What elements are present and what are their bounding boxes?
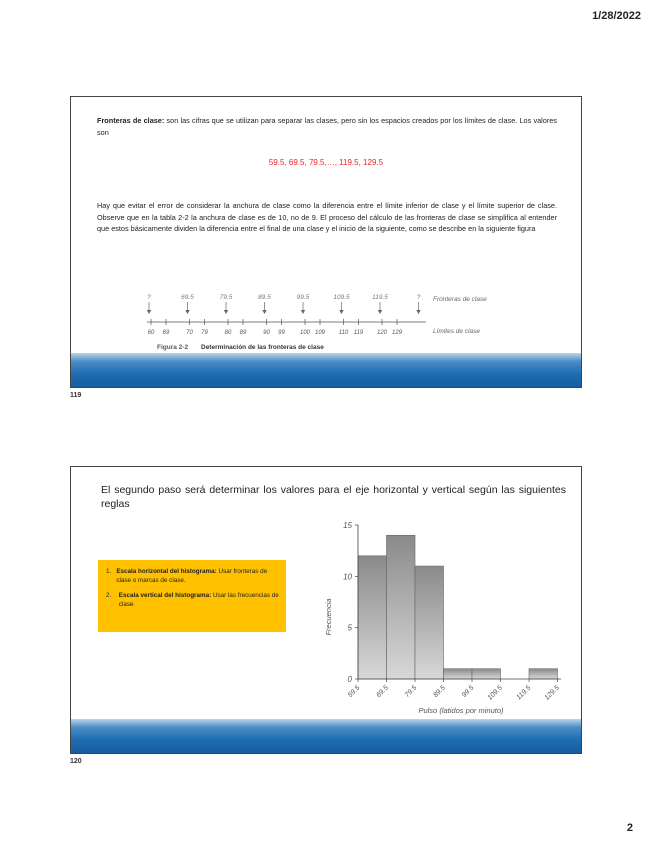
boundary-arrowhead	[301, 310, 305, 314]
x-axis-label: Pulso (latidos por minuto)	[418, 706, 504, 715]
limit-label: 119	[353, 330, 364, 336]
histogram-bar	[529, 669, 558, 679]
page-date: 1/28/2022	[592, 10, 641, 22]
histogram-bar	[472, 669, 501, 679]
boundary-label: 109.5	[333, 294, 350, 301]
slide-119	[70, 96, 582, 388]
slide-number-119: 119	[70, 392, 82, 399]
slide-title: El segundo paso será determinar los valores para el eje horizontal y vertical según las siguientes reglas	[101, 484, 566, 510]
histogram-bar	[444, 669, 473, 679]
x-tick-label: 109.5	[486, 684, 504, 702]
limit-label: 100	[299, 330, 311, 336]
boundary-arrowhead	[147, 310, 151, 314]
boundary-arrowhead	[262, 310, 266, 314]
rule-text: Usar fronteras de clase o marcas de clase.	[116, 568, 268, 584]
class-width-paragraph: Hay que evitar el error de considerar la anchura de clase como la diferencia entre el límite inferior de clase y el límite superior de clase. Observe que en la tabla 2-2 la anchura de clase es de 10, no de 9. El proceso del cálculo de las fronteras de clase se simplifica al entender que estos básicamente dividen la diferencia entre el final de una clase y el inicio de la siguiente, como se describe en la siguiente figura	[97, 201, 557, 233]
limit-label: 90	[263, 330, 270, 336]
limit-label: 79	[201, 330, 208, 336]
rule-bold: Escala horizontal del histograma:	[116, 568, 217, 575]
x-tick-label: 129.5	[543, 684, 561, 702]
histogram-bar	[387, 535, 416, 679]
y-tick-label: 5	[347, 623, 352, 633]
boundary-label: 69.5	[181, 294, 194, 301]
boundaries-text: son las cifras que se utilizan para separar las clases, pero sin los espacios creados por los límites de clase. Los valores son	[97, 116, 557, 137]
boundary-label: 89.5	[258, 294, 271, 301]
boundaries-term: Fronteras de clase:	[97, 116, 165, 125]
x-tick-label: 59.5	[346, 684, 362, 700]
rules-box	[98, 560, 286, 632]
boundary-label: ?	[147, 294, 151, 301]
boundary-label: 99.5	[296, 294, 310, 301]
class-boundaries-figure	[71, 285, 582, 355]
page-number: 2	[626, 822, 633, 834]
x-tick-label: 119.5	[515, 684, 533, 702]
limit-label: 80	[224, 330, 232, 336]
figure-caption-text: Determinación de las fronteras de clase	[201, 344, 324, 351]
slide-footer-bar	[71, 353, 581, 387]
limit-label: 120	[376, 330, 388, 336]
limit-label: 70	[186, 330, 193, 336]
y-axis-label: Frecuencia	[324, 598, 333, 636]
boundary-arrowhead	[378, 310, 382, 314]
boundary-values: 59.5, 69.5, 79.5,…, 119.5, 129.5	[268, 158, 384, 167]
rule-number: 2.	[106, 592, 112, 599]
y-tick-label: 0	[347, 675, 352, 684]
boundary-label: 79.5	[219, 294, 233, 301]
y-tick-label: 10	[343, 572, 352, 582]
slide-number-120: 120	[70, 758, 82, 765]
rule-number: 1.	[106, 568, 112, 575]
limit-label: 110	[338, 330, 349, 336]
x-tick-label: 79.5	[403, 684, 419, 700]
rule-bold: Escala vertical del histograma:	[118, 592, 212, 599]
limit-label: 129	[391, 330, 403, 336]
histogram-bar	[358, 556, 387, 679]
rule-vertical	[106, 592, 280, 609]
boundaries-definition	[97, 115, 557, 138]
x-tick-label: 99.5	[460, 684, 476, 700]
limit-label: 60	[147, 330, 155, 336]
figure-caption-prefix: Figura 2-2	[157, 344, 189, 351]
limit-label: 99	[278, 330, 285, 336]
boundary-arrowhead	[339, 310, 343, 314]
boundary-label: 119.5	[372, 294, 388, 301]
boundary-label: ?	[416, 294, 421, 301]
boundary-arrowhead	[416, 310, 420, 314]
boundaries-label: Fronteras de clase	[433, 296, 487, 303]
boundary-arrowhead	[224, 310, 228, 314]
limits-label: Límites de clase	[433, 328, 480, 335]
histogram-bar	[415, 566, 444, 679]
slide-120	[70, 466, 582, 754]
x-tick-label: 89.5	[432, 684, 447, 700]
rule-horizontal	[106, 568, 280, 585]
rule-text: Usar las frecuencias de clase	[118, 592, 279, 608]
x-tick-label: 69.5	[375, 684, 390, 700]
limit-label: 69	[162, 330, 170, 336]
histogram-chart	[321, 517, 571, 717]
slide-footer-bar	[71, 719, 581, 753]
limit-label: 109	[314, 330, 326, 336]
limit-label: 89	[239, 330, 247, 336]
boundary-arrowhead	[185, 310, 189, 314]
y-tick-label: 15	[343, 521, 352, 530]
